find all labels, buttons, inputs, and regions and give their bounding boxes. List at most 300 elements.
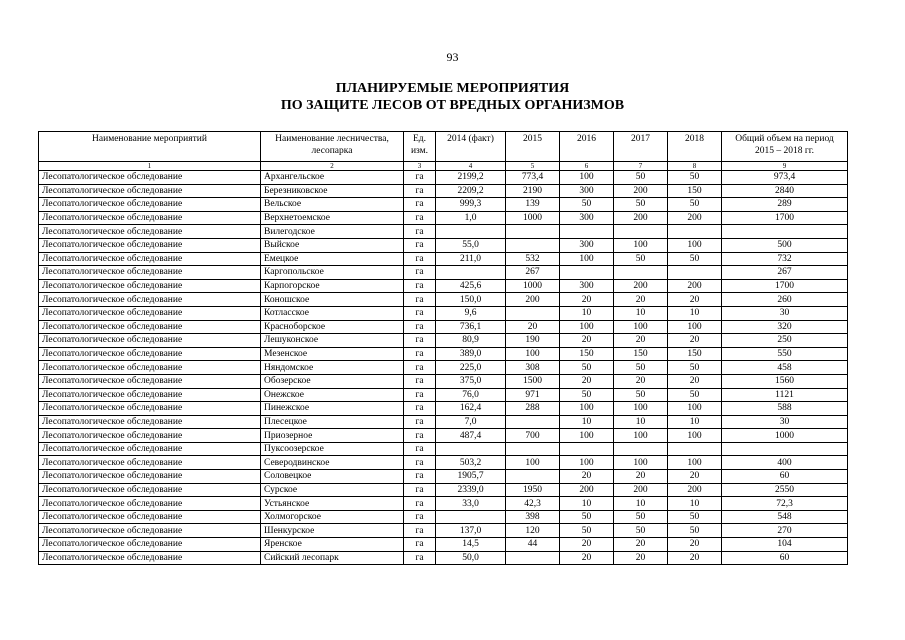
table-row — [39, 334, 848, 348]
activity-cell: Лесопатологическое обследование — [39, 551, 261, 565]
title-line-2: ПО ЗАЩИТЕ ЛЕСОВ ОТ ВРЕДНЫХ ОРГАНИЗМОВ — [280, 98, 625, 113]
measures-table — [38, 131, 848, 565]
value-2015-cell — [506, 238, 560, 252]
unit-cell: га — [404, 388, 436, 402]
value-2017-cell — [614, 442, 668, 456]
value-2018-cell: 100 — [668, 456, 722, 470]
total-cell: 72,3 — [722, 497, 848, 511]
total-cell: 289 — [722, 198, 848, 212]
table-row — [39, 415, 848, 429]
value-2015-cell: 532 — [506, 252, 560, 266]
value-2016-cell: 300 — [560, 238, 614, 252]
value-2015-cell — [506, 225, 560, 239]
value-2016-cell: 50 — [560, 524, 614, 538]
value-2015-cell: 1000 — [506, 279, 560, 293]
value-2018-cell: 200 — [668, 483, 722, 497]
total-cell: 500 — [722, 238, 848, 252]
unit-cell: га — [404, 306, 436, 320]
activity-cell: Лесопатологическое обследование — [39, 171, 261, 185]
value-2018-cell: 20 — [668, 470, 722, 484]
table-row — [39, 171, 848, 185]
value-2016-cell: 10 — [560, 306, 614, 320]
value-2015-cell: 308 — [506, 361, 560, 375]
table-row — [39, 388, 848, 402]
value-2018-cell: 10 — [668, 306, 722, 320]
total-cell: 60 — [722, 551, 848, 565]
value-2017-cell: 20 — [614, 334, 668, 348]
value-2018-cell — [668, 266, 722, 280]
activity-cell: Лесопатологическое обследование — [39, 225, 261, 239]
value-2014-cell: 736,1 — [436, 320, 506, 334]
table-row — [39, 320, 848, 334]
activity-cell: Лесопатологическое обследование — [39, 266, 261, 280]
value-2014-cell: 425,6 — [436, 279, 506, 293]
header-2014: 2014 (факт) — [436, 132, 506, 162]
activity-cell: Лесопатологическое обследование — [39, 415, 261, 429]
header-row — [39, 132, 848, 162]
value-2014-cell: 50,0 — [436, 551, 506, 565]
value-2016-cell: 50 — [560, 388, 614, 402]
table-row — [39, 456, 848, 470]
column-number: 6 — [560, 162, 614, 171]
value-2018-cell: 100 — [668, 238, 722, 252]
forestry-cell: Выйское — [261, 238, 404, 252]
unit-cell: га — [404, 238, 436, 252]
unit-cell: га — [404, 347, 436, 361]
total-cell: 732 — [722, 252, 848, 266]
value-2014-cell: 2199,2 — [436, 171, 506, 185]
activity-cell: Лесопатологическое обследование — [39, 252, 261, 266]
activity-cell: Лесопатологическое обследование — [39, 456, 261, 470]
value-2018-cell: 20 — [668, 538, 722, 552]
table-row — [39, 524, 848, 538]
unit-cell: га — [404, 211, 436, 225]
unit-cell: га — [404, 429, 436, 443]
total-cell: 104 — [722, 538, 848, 552]
document-title — [0, 80, 905, 114]
value-2018-cell: 20 — [668, 334, 722, 348]
total-cell: 2840 — [722, 184, 848, 198]
forestry-cell: Карпогорское — [261, 279, 404, 293]
value-2018-cell: 10 — [668, 415, 722, 429]
value-2016-cell: 300 — [560, 211, 614, 225]
value-2016-cell: 150 — [560, 347, 614, 361]
value-2015-cell — [506, 442, 560, 456]
table-header — [39, 132, 848, 171]
forestry-cell: Емецкое — [261, 252, 404, 266]
unit-cell: га — [404, 171, 436, 185]
forestry-cell: Сурское — [261, 483, 404, 497]
value-2018-cell: 50 — [668, 171, 722, 185]
unit-cell: га — [404, 510, 436, 524]
value-2018-cell: 150 — [668, 347, 722, 361]
total-cell: 973,4 — [722, 171, 848, 185]
unit-cell: га — [404, 225, 436, 239]
value-2018-cell: 50 — [668, 361, 722, 375]
value-2016-cell: 20 — [560, 334, 614, 348]
total-cell: 1560 — [722, 374, 848, 388]
activity-cell: Лесопатологическое обследование — [39, 361, 261, 375]
unit-cell: га — [404, 497, 436, 511]
value-2014-cell: 487,4 — [436, 429, 506, 443]
table-row — [39, 470, 848, 484]
table-row — [39, 306, 848, 320]
activity-cell: Лесопатологическое обследование — [39, 347, 261, 361]
column-number: 5 — [506, 162, 560, 171]
unit-cell: га — [404, 470, 436, 484]
activity-cell: Лесопатологическое обследование — [39, 402, 261, 416]
value-2014-cell: 375,0 — [436, 374, 506, 388]
forestry-cell: Яренское — [261, 538, 404, 552]
value-2016-cell: 200 — [560, 483, 614, 497]
column-number: 3 — [404, 162, 436, 171]
unit-cell: га — [404, 456, 436, 470]
value-2016-cell: 20 — [560, 538, 614, 552]
activity-cell: Лесопатологическое обследование — [39, 470, 261, 484]
activity-cell: Лесопатологическое обследование — [39, 320, 261, 334]
value-2017-cell: 10 — [614, 415, 668, 429]
activity-cell: Лесопатологическое обследование — [39, 538, 261, 552]
value-2015-cell: 200 — [506, 293, 560, 307]
forestry-cell: Пинежское — [261, 402, 404, 416]
value-2018-cell — [668, 442, 722, 456]
total-cell: 30 — [722, 306, 848, 320]
value-2015-cell — [506, 306, 560, 320]
value-2017-cell: 50 — [614, 388, 668, 402]
unit-cell: га — [404, 293, 436, 307]
value-2015-cell: 971 — [506, 388, 560, 402]
forestry-cell: Вельское — [261, 198, 404, 212]
table-row — [39, 551, 848, 565]
unit-cell: га — [404, 538, 436, 552]
value-2014-cell — [436, 510, 506, 524]
table-row — [39, 347, 848, 361]
value-2016-cell — [560, 266, 614, 280]
unit-cell: га — [404, 266, 436, 280]
header-2018: 2018 — [668, 132, 722, 162]
value-2016-cell: 50 — [560, 510, 614, 524]
activity-cell: Лесопатологическое обследование — [39, 524, 261, 538]
activity-cell: Лесопатологическое обследование — [39, 211, 261, 225]
title-line-1: ПЛАНИРУЕМЫЕ МЕРОПРИЯТИЯ — [335, 81, 570, 96]
total-cell: 548 — [722, 510, 848, 524]
activity-cell: Лесопатологическое обследование — [39, 429, 261, 443]
value-2015-cell: 139 — [506, 198, 560, 212]
forestry-cell: Пуксоозерское — [261, 442, 404, 456]
forestry-cell: Онежское — [261, 388, 404, 402]
value-2017-cell: 10 — [614, 497, 668, 511]
unit-cell: га — [404, 198, 436, 212]
value-2016-cell: 100 — [560, 320, 614, 334]
unit-cell: га — [404, 320, 436, 334]
value-2017-cell: 50 — [614, 361, 668, 375]
activity-cell: Лесопатологическое обследование — [39, 497, 261, 511]
unit-cell: га — [404, 442, 436, 456]
activity-cell: Лесопатологическое обследование — [39, 184, 261, 198]
value-2016-cell: 20 — [560, 551, 614, 565]
value-2016-cell: 100 — [560, 252, 614, 266]
value-2018-cell: 50 — [668, 388, 722, 402]
total-cell: 400 — [722, 456, 848, 470]
value-2018-cell: 50 — [668, 252, 722, 266]
forestry-cell: Соловецкое — [261, 470, 404, 484]
total-cell: 1700 — [722, 279, 848, 293]
value-2014-cell: 1,0 — [436, 211, 506, 225]
value-2018-cell — [668, 225, 722, 239]
total-cell — [722, 225, 848, 239]
unit-cell: га — [404, 551, 436, 565]
value-2018-cell: 50 — [668, 510, 722, 524]
activity-cell: Лесопатологическое обследование — [39, 374, 261, 388]
total-cell: 320 — [722, 320, 848, 334]
total-cell: 550 — [722, 347, 848, 361]
value-2017-cell: 20 — [614, 293, 668, 307]
value-2015-cell: 1950 — [506, 483, 560, 497]
value-2014-cell — [436, 266, 506, 280]
value-2016-cell: 50 — [560, 361, 614, 375]
value-2016-cell: 50 — [560, 198, 614, 212]
value-2015-cell: 120 — [506, 524, 560, 538]
forestry-cell: Коношское — [261, 293, 404, 307]
unit-cell: га — [404, 402, 436, 416]
value-2015-cell: 2190 — [506, 184, 560, 198]
value-2017-cell: 20 — [614, 374, 668, 388]
value-2014-cell: 2209,2 — [436, 184, 506, 198]
activity-cell: Лесопатологическое обследование — [39, 388, 261, 402]
table-row — [39, 510, 848, 524]
value-2015-cell: 1000 — [506, 211, 560, 225]
forestry-cell: Вилегодское — [261, 225, 404, 239]
activity-cell: Лесопатологическое обследование — [39, 279, 261, 293]
value-2016-cell: 100 — [560, 429, 614, 443]
header-2017: 2017 — [614, 132, 668, 162]
value-2016-cell: 100 — [560, 171, 614, 185]
value-2018-cell: 150 — [668, 184, 722, 198]
total-cell: 250 — [722, 334, 848, 348]
total-cell: 1000 — [722, 429, 848, 443]
value-2014-cell: 150,0 — [436, 293, 506, 307]
value-2014-cell: 1905,7 — [436, 470, 506, 484]
unit-cell: га — [404, 279, 436, 293]
header-unit: Ед. изм. — [404, 132, 436, 162]
value-2014-cell: 389,0 — [436, 347, 506, 361]
header-total: Общий объем на период 2015 – 2018 гг. — [722, 132, 848, 162]
activity-cell: Лесопатологическое обследование — [39, 198, 261, 212]
value-2015-cell: 773,4 — [506, 171, 560, 185]
activity-cell: Лесопатологическое обследование — [39, 442, 261, 456]
forestry-cell: Березниковское — [261, 184, 404, 198]
table-row — [39, 252, 848, 266]
value-2015-cell: 288 — [506, 402, 560, 416]
value-2014-cell: 2339,0 — [436, 483, 506, 497]
value-2014-cell: 7,0 — [436, 415, 506, 429]
value-2014-cell — [436, 225, 506, 239]
value-2018-cell: 200 — [668, 279, 722, 293]
value-2015-cell — [506, 415, 560, 429]
total-cell: 458 — [722, 361, 848, 375]
value-2017-cell: 100 — [614, 402, 668, 416]
value-2014-cell: 9,6 — [436, 306, 506, 320]
table-row — [39, 361, 848, 375]
value-2015-cell: 1500 — [506, 374, 560, 388]
value-2017-cell: 10 — [614, 306, 668, 320]
total-cell: 1121 — [722, 388, 848, 402]
value-2017-cell: 50 — [614, 524, 668, 538]
forestry-cell: Сийский лесопарк — [261, 551, 404, 565]
total-cell: 588 — [722, 402, 848, 416]
value-2015-cell: 398 — [506, 510, 560, 524]
value-2017-cell: 200 — [614, 184, 668, 198]
table-row — [39, 538, 848, 552]
unit-cell: га — [404, 361, 436, 375]
value-2014-cell: 225,0 — [436, 361, 506, 375]
value-2016-cell: 300 — [560, 184, 614, 198]
unit-cell: га — [404, 483, 436, 497]
table-row — [39, 225, 848, 239]
value-2018-cell: 20 — [668, 551, 722, 565]
forestry-cell: Няндомское — [261, 361, 404, 375]
value-2014-cell: 14,5 — [436, 538, 506, 552]
header-2015: 2015 — [506, 132, 560, 162]
value-2017-cell: 100 — [614, 238, 668, 252]
value-2015-cell: 44 — [506, 538, 560, 552]
value-2017-cell: 200 — [614, 211, 668, 225]
unit-cell: га — [404, 374, 436, 388]
column-number: 7 — [614, 162, 668, 171]
forestry-cell: Верхнетоемское — [261, 211, 404, 225]
value-2017-cell: 20 — [614, 551, 668, 565]
value-2018-cell: 20 — [668, 293, 722, 307]
value-2014-cell: 211,0 — [436, 252, 506, 266]
value-2016-cell: 300 — [560, 279, 614, 293]
column-number: 8 — [668, 162, 722, 171]
value-2018-cell: 100 — [668, 320, 722, 334]
forestry-cell: Плесецкое — [261, 415, 404, 429]
value-2016-cell: 10 — [560, 415, 614, 429]
value-2014-cell: 503,2 — [436, 456, 506, 470]
total-cell: 60 — [722, 470, 848, 484]
value-2017-cell: 50 — [614, 252, 668, 266]
forestry-cell: Шенкурское — [261, 524, 404, 538]
value-2016-cell: 20 — [560, 470, 614, 484]
activity-cell: Лесопатологическое обследование — [39, 238, 261, 252]
value-2017-cell — [614, 225, 668, 239]
value-2015-cell: 100 — [506, 347, 560, 361]
forestry-cell: Котласское — [261, 306, 404, 320]
value-2017-cell: 200 — [614, 279, 668, 293]
total-cell — [722, 442, 848, 456]
value-2018-cell: 200 — [668, 211, 722, 225]
value-2018-cell: 50 — [668, 524, 722, 538]
table-body — [39, 171, 848, 565]
activity-cell: Лесопатологическое обследование — [39, 334, 261, 348]
activity-cell: Лесопатологическое обследование — [39, 306, 261, 320]
value-2014-cell: 162,4 — [436, 402, 506, 416]
unit-cell: га — [404, 334, 436, 348]
forestry-cell: Лешуконское — [261, 334, 404, 348]
table-row — [39, 293, 848, 307]
header-2016: 2016 — [560, 132, 614, 162]
total-cell: 2550 — [722, 483, 848, 497]
value-2014-cell: 33,0 — [436, 497, 506, 511]
unit-cell: га — [404, 524, 436, 538]
value-2017-cell: 200 — [614, 483, 668, 497]
page-number: 93 — [446, 50, 459, 64]
forestry-cell: Обозерское — [261, 374, 404, 388]
total-cell: 260 — [722, 293, 848, 307]
table-row — [39, 266, 848, 280]
forestry-cell: Мезенское — [261, 347, 404, 361]
activity-cell: Лесопатологическое обследование — [39, 510, 261, 524]
total-cell: 267 — [722, 266, 848, 280]
value-2015-cell: 700 — [506, 429, 560, 443]
header-activity: Наименование мероприятий — [39, 132, 261, 162]
forestry-cell: Каргопольское — [261, 266, 404, 280]
unit-cell: га — [404, 252, 436, 266]
value-2015-cell: 42,3 — [506, 497, 560, 511]
value-2016-cell: 20 — [560, 374, 614, 388]
table-row — [39, 429, 848, 443]
value-2017-cell: 50 — [614, 198, 668, 212]
table-row — [39, 442, 848, 456]
column-number-row — [39, 162, 848, 171]
value-2014-cell: 137,0 — [436, 524, 506, 538]
table-row — [39, 483, 848, 497]
forestry-cell: Холмогорское — [261, 510, 404, 524]
column-number: 4 — [436, 162, 506, 171]
value-2018-cell: 100 — [668, 402, 722, 416]
value-2016-cell: 100 — [560, 456, 614, 470]
forestry-cell: Устьянское — [261, 497, 404, 511]
value-2015-cell: 190 — [506, 334, 560, 348]
value-2017-cell: 20 — [614, 538, 668, 552]
value-2017-cell: 50 — [614, 171, 668, 185]
value-2018-cell: 20 — [668, 374, 722, 388]
table-row — [39, 184, 848, 198]
forestry-cell: Приозерное — [261, 429, 404, 443]
column-number: 1 — [39, 162, 261, 171]
value-2014-cell — [436, 442, 506, 456]
table-row — [39, 497, 848, 511]
value-2014-cell: 55,0 — [436, 238, 506, 252]
value-2016-cell: 100 — [560, 402, 614, 416]
value-2016-cell: 20 — [560, 293, 614, 307]
value-2014-cell: 999,3 — [436, 198, 506, 212]
table-row — [39, 279, 848, 293]
table-row — [39, 402, 848, 416]
forestry-cell: Северодвинское — [261, 456, 404, 470]
value-2015-cell: 20 — [506, 320, 560, 334]
header-forestry: Наименование лесничества, лесопарка — [261, 132, 404, 162]
forestry-cell: Красноборское — [261, 320, 404, 334]
value-2016-cell: 10 — [560, 497, 614, 511]
value-2017-cell: 20 — [614, 470, 668, 484]
table-row — [39, 211, 848, 225]
value-2015-cell — [506, 470, 560, 484]
value-2014-cell: 80,9 — [436, 334, 506, 348]
total-cell: 270 — [722, 524, 848, 538]
activity-cell: Лесопатологическое обследование — [39, 293, 261, 307]
table-row — [39, 238, 848, 252]
value-2017-cell: 100 — [614, 456, 668, 470]
unit-cell: га — [404, 415, 436, 429]
value-2016-cell — [560, 442, 614, 456]
table-row — [39, 198, 848, 212]
activity-cell: Лесопатологическое обследование — [39, 483, 261, 497]
table-row — [39, 374, 848, 388]
value-2017-cell: 100 — [614, 429, 668, 443]
value-2015-cell: 100 — [506, 456, 560, 470]
